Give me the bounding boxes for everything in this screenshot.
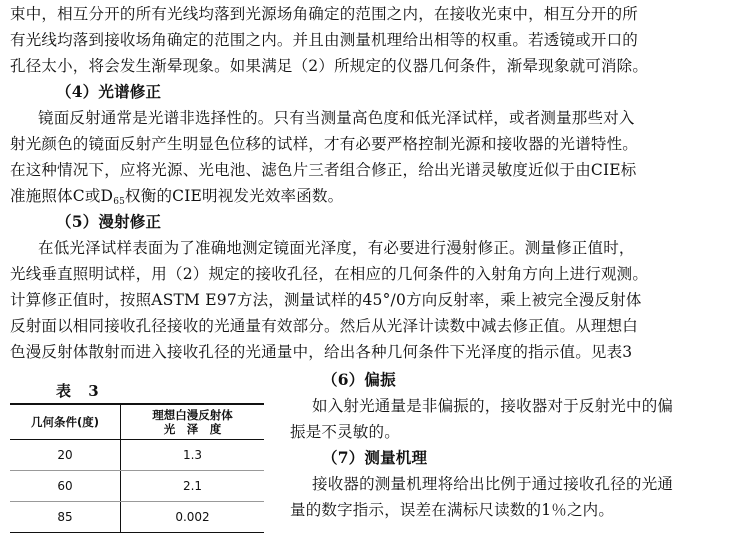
section-heading-measurement-mechanism: （7）测量机理 <box>322 448 428 467</box>
paragraph-line: 孔径太小，将会发生渐晕现象。如果满足（2）所规定的仪器几何条件，渐晕现象就可消除。 <box>10 57 649 75</box>
table-cell-angle: 85 <box>10 502 121 533</box>
paragraph-line: 计算修正值时，按照ASTM E97方法，测量试样的45°/0方向反射率，乘上被完全漫反射体 <box>10 291 642 309</box>
paragraph-line: 有光线均落到接收场角确定的范围之内。并且由测量机理给出相等的权重。若透镜或开口的 <box>10 31 639 49</box>
paragraph-line: 反射面以相同接收孔径接收的光通量有效部分。然后从光泽计读数中减去修正值。从理想白 <box>10 317 639 335</box>
paragraph-line: 接收器的测量机理将给出比例于通过接收孔径的光通 <box>312 475 674 493</box>
table-cell-gloss: 0.002 <box>175 510 210 524</box>
table-header-gloss <box>121 404 265 440</box>
table-row <box>10 440 264 471</box>
table-cell-angle: 20 <box>10 440 121 471</box>
table-header-gloss-line2: 光 泽 度 <box>163 422 222 436</box>
section-heading-diffuse-correction: （5）漫射修正 <box>56 212 162 231</box>
table-cell-gloss: 1.3 <box>121 440 265 471</box>
table-header-gloss-line1: 理想白漫反射体 <box>152 408 233 422</box>
table-3 <box>10 403 264 533</box>
paragraph-line: 色漫反射体散射而进入接收孔径的光通量中，给出各种几何条件下光泽度的指示值。见表3 <box>10 343 633 361</box>
paragraph-line-end: 权衡的CIE明视发光效率函数。 <box>125 187 344 205</box>
paragraph-line: 量的数字指示，误差在满标尺读数的1％之内。 <box>290 501 615 519</box>
table-cell-gloss: 2.1 <box>121 471 265 502</box>
paragraph-line: 束中，相互分开的所有光线均落到光源场角确定的范围之内，在接收光束中，相互分开的所 <box>10 5 639 23</box>
section-heading-polarization: （6）偏振 <box>322 370 396 389</box>
paragraph-line: 射光颜色的镜面反射产生明显色位移的试样，才有必要严格控制光源和接收器的光谱特性。 <box>10 135 639 153</box>
paragraph-line: 镜面反射通常是光谱非选择性的。只有当测量高色度和低光泽试样，或者测量那些对入 <box>38 109 635 127</box>
section-heading-spectral-correction: （4）光谱修正 <box>56 82 162 101</box>
paragraph-line: 振是不灵敏的。 <box>290 423 400 441</box>
table-header-geometry: 几何条件(度) <box>10 404 121 440</box>
illuminant-subscript: 65 <box>113 197 126 207</box>
paragraph-line: 光线垂直照明试样，用（2）规定的接收孔径，在相应的几何条件的入射角方向上进行观测。 <box>10 265 649 283</box>
paragraph-line: 如入射光通量是非偏振的，接收器对于反射光中的偏 <box>312 397 674 415</box>
illuminant-text: 准施照体C或D <box>10 187 114 205</box>
table-row <box>10 471 264 502</box>
paragraph-line <box>10 186 343 212</box>
paragraph-line: 在低光泽试样表面为了准确地测定镜面光泽度，有必要进行漫射修正。测量修正值时， <box>38 239 635 257</box>
table-title: 表 3 <box>56 382 105 400</box>
paragraph-line: 在这种情况下，应将光源、光电池、滤色片三者组合修正，给出光谱灵敏度近似于由CIE标 <box>10 161 637 179</box>
table-cell-angle: 60 <box>10 471 121 502</box>
